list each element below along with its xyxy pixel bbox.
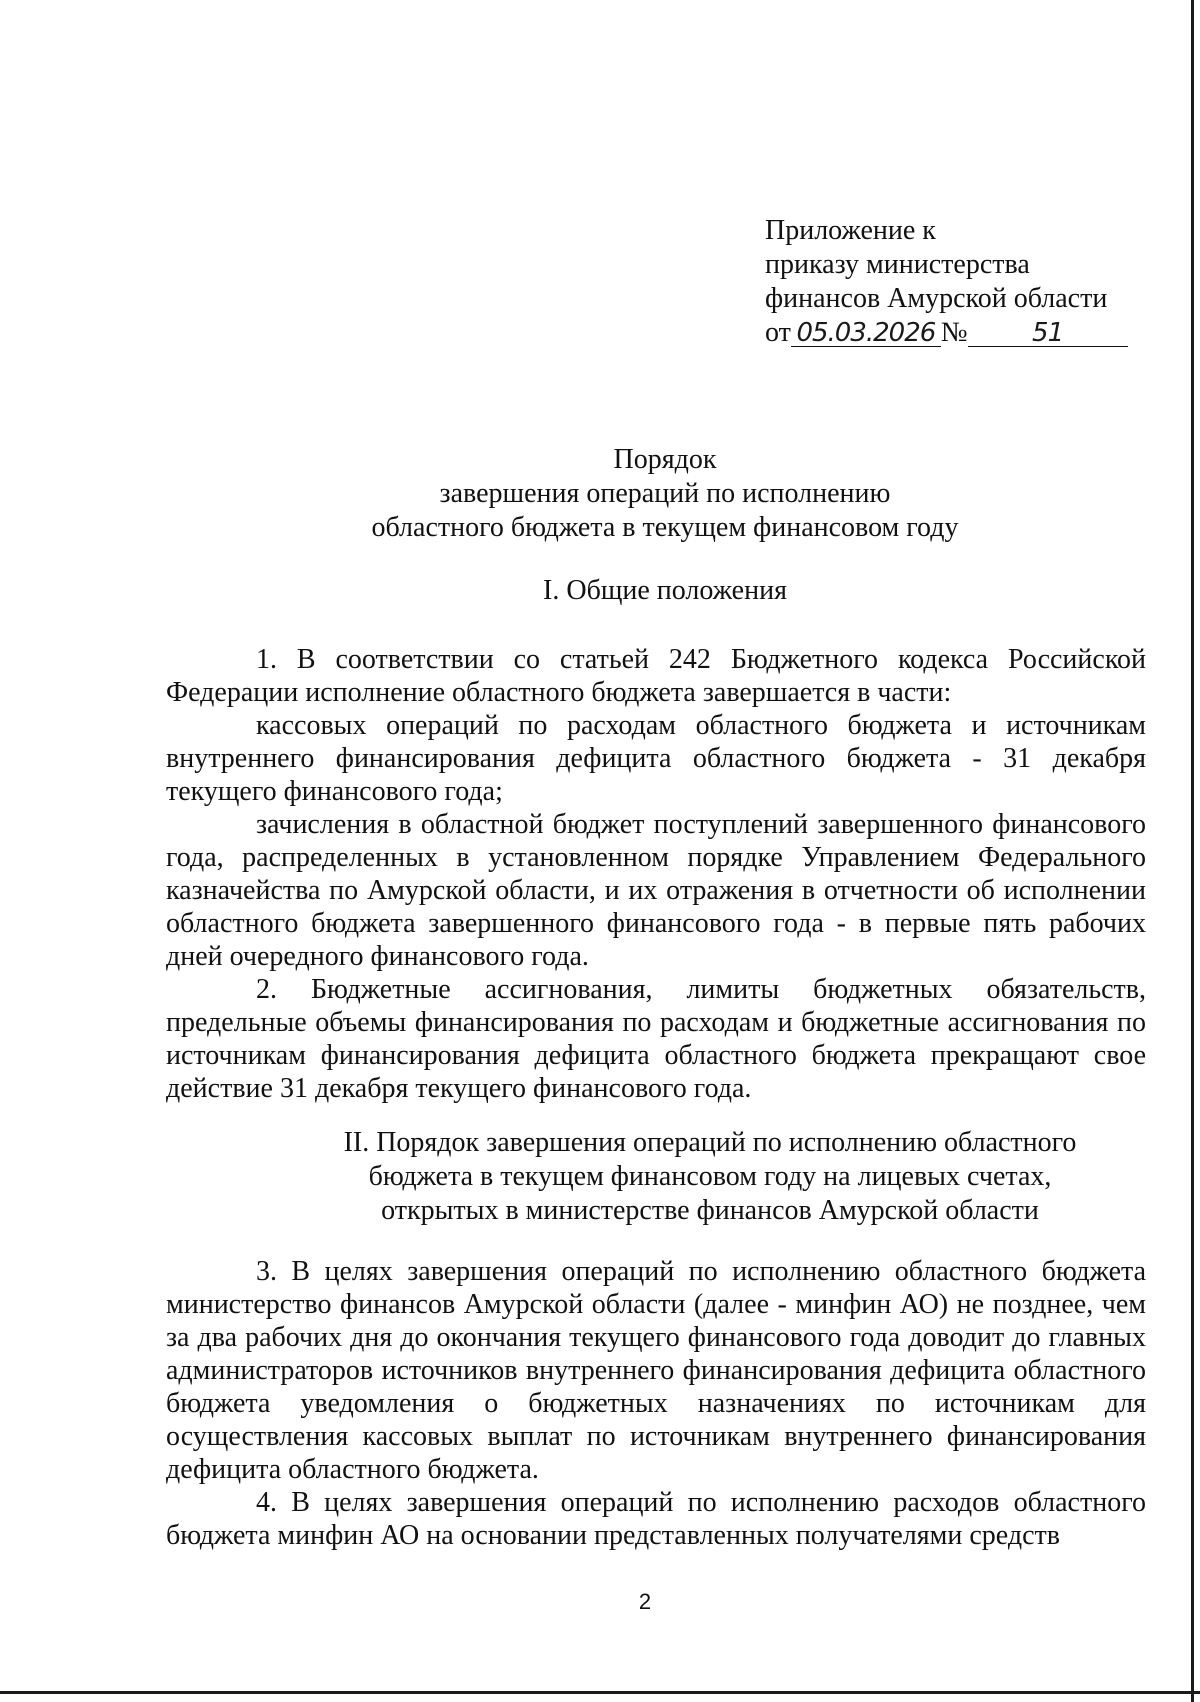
paragraph-4: 4. В целях завершения операций по исполнению расходов областного бюджета минфин АО на основании представленных получателями средств [166,1487,1146,1551]
appendix-line-1: Приложение к [765,215,936,246]
appendix-date-number-line [765,316,1128,350]
section-2-heading-line-2: бюджета в текущем финансовом году на лицевых счетах, [368,1161,1052,1192]
appendix-line-3: финансов Амурской области [765,283,1108,314]
appendix-line-2: приказу министерства [765,249,1030,280]
section-2-heading-line-3: открытых в министерстве финансов Амурской области [381,1195,1039,1226]
title-line-1: Порядок [613,444,717,475]
paragraph-1: 1. В соответствии со статьей 242 Бюджетного кодекса Российской Федерации исполнение областного бюджета завершается в части: [166,644,1146,708]
section-2-body [166,1255,1146,1552]
section-1-body [166,643,1146,1105]
date-prefix: от [765,317,791,348]
paragraph-1a: кассовых операций по расходам областного бюджета и источникам внутреннего финансирования дефицита областного бюджета - 31 декабря текущего финансового года; [166,710,1146,807]
section-1-heading: I. Общие положения [543,575,787,606]
handwritten-date: 05.03.2026 [791,316,941,347]
section-2-heading-line-1: II. Порядок завершения операций по исполнению областного [343,1127,1077,1158]
section-2-heading [170,1126,1200,1228]
number-prefix: № [940,317,968,348]
paragraph-3: 3. В целях завершения операций по исполнению областного бюджета министерство финансов Амурской области (далее - минфин АО) не позднее, чем за два рабочих дня до окончания текущего финансового года доводит до главных администраторов источников внутреннего финансирования дефицита областного бюджета уведомления о бюджетных назначениях по источникам для осуществления кассовых выплат по источникам внутреннего финансирования дефицита областного бюджета. [166,1256,1146,1485]
page-number: 2 [638,1589,652,1614]
document-title [0,443,1200,545]
scan-border-right [1191,0,1194,1702]
handwritten-number: 51 [968,316,1128,347]
title-line-2: завершения операций по исполнению [439,478,891,509]
paragraph-1b: зачисления в областной бюджет поступлений завершенного финансового года, распределенных в установленном порядке Управлением Федерального казначейства по Амурской области, и их отражения в отчетности об исполнении областного бюджета завершенного финансового года - в первые пять рабочих дней очередного финансового года. [166,809,1146,972]
scan-border-bottom [0,1691,1200,1694]
paragraph-2: 2. Бюджетные ассигнования, лимиты бюджетных обязательств, предельные объемы финансирования по расходам и бюджетные ассигнования по источникам финансирования дефицита областного бюджета прекращают свое действие 31 декабря текущего финансового года. [166,974,1146,1104]
appendix-header [765,214,1128,350]
title-line-3: областного бюджета в текущем финансовом году [371,512,959,543]
